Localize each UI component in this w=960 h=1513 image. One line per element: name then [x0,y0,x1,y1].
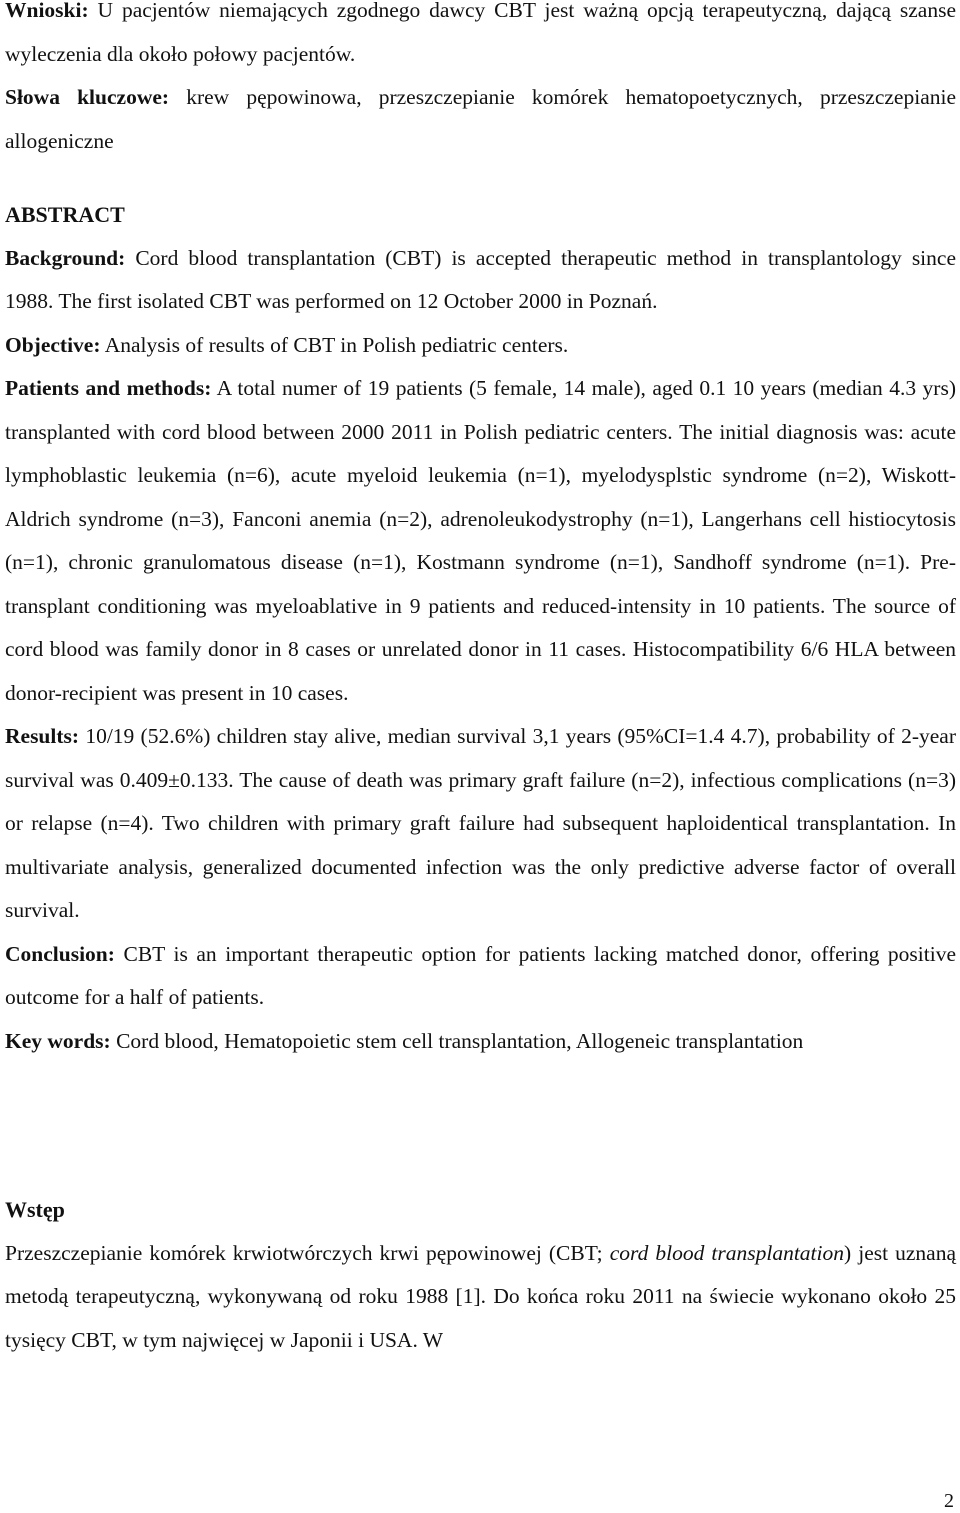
document-page [5,0,956,1362]
conclusion-text: CBT is an important therapeutic option for patients lacking matched donor, offering positive outcome for a half of patients. [5,941,956,1009]
objective-text: Analysis of results of CBT in Polish pediatric centers. [104,332,569,357]
intro-text-part2: ) jest uznaną metodą terapeutyczną, wykonywaną od roku 1988 [1]. Do końca roku 2011 na świecie wykonano około 25 tysięcy CBT, w tym najwięcej w Japonii i USA. W [5,1240,957,1352]
patients-methods-text: A total numer of 19 patients (5 female, 14 male), aged 0.1 10 years (median 4.3 yrs) transplanted with cord blood between 2000 2011 in Polish pediatric centers. The initial diagnosis was: acute lymphoblastic leukemia (n=6), acute myeloid leukemia (n=1), myelodysplstic syndrome (n=2), Wiskott-Aldrich syndrome (n=3), Fanconi anemia (n=2), adrenoleukodystrophy (n=1), Langerhans cell histiocytosis (n=1), chronic granulomatous disease (n=1), Kostmann syndrome (n=1), Sandhoff syndrome (n=1). Pre-transplant conditioning was myeloablative in 9 patients and reduced-intensity in 10 patients. The source of cord blood was family donor in 8 cases or unrelated donor in 11 cases. Histocompatibility 6/6 HLA between donor-recipient was present in 10 cases. [5,376,956,705]
abstract-patients-paragraph [5,367,956,715]
polish-keywords-paragraph [5,76,956,163]
background-label: Background: [5,245,126,270]
results-text: 10/19 (52.6%) children stay alive, median survival 3,1 years (95%CI=1.4 4.7), probability of 2-year survival was 0.409±0.133. The cause of death was primary graft failure (n=2), infectious complications (n=3) or relapse (n=4). Two children with primary graft failure had subsequent haploidentical transplantation. In multivariate analysis, generalized documented infection was the only predictive adverse factor of overall survival. [5,724,956,922]
spacer [5,163,956,193]
polish-keywords-label: Słowa kluczowe: [5,85,170,109]
polish-conclusions-text: U pacjentów niemających zgodnego dawcy CBT jest ważną opcją terapeutyczną, dającą szanse wyleczenia dla około połowy pacjentów. [5,0,956,66]
abstract-objective-paragraph [5,324,956,368]
polish-conclusions-label: Wnioski: [5,0,89,22]
abstract-background-paragraph [5,237,956,324]
abstract-results-paragraph [5,715,956,933]
spacer [5,1063,956,1188]
intro-paragraph [5,1232,956,1363]
keywords-label: Key words: [5,1028,111,1053]
patients-methods-label: Patients and methods: [5,376,212,400]
abstract-conclusion-paragraph [5,933,956,1020]
abstract-keywords-paragraph [5,1020,956,1064]
keywords-text: Cord blood, Hematopoietic stem cell transplantation, Allogeneic transplantation [116,1028,804,1053]
intro-heading: Wstęp [5,1197,65,1222]
background-text: Cord blood transplantation (CBT) is accepted therapeutic method in transplantology since 1988. The first isolated CBT was performed on 12 October 2000 in Poznań. [5,245,956,313]
intro-text-part1: Przeszczepianie komórek krwiotwórczych krwi pępowinowej (CBT; [5,1240,603,1265]
polish-conclusions-paragraph [5,0,956,76]
conclusion-label: Conclusion: [5,941,115,966]
intro-text-italic: cord blood transplantation [609,1240,845,1265]
results-label: Results: [5,724,80,748]
polish-keywords-text: krew pępowinowa, przeszczepianie komórek hematopoetycznych, przeszczepianie allogeniczne [5,85,957,153]
abstract-heading: ABSTRACT [5,202,125,227]
page-number: 2 [944,1490,954,1512]
objective-label: Objective: [5,332,101,357]
